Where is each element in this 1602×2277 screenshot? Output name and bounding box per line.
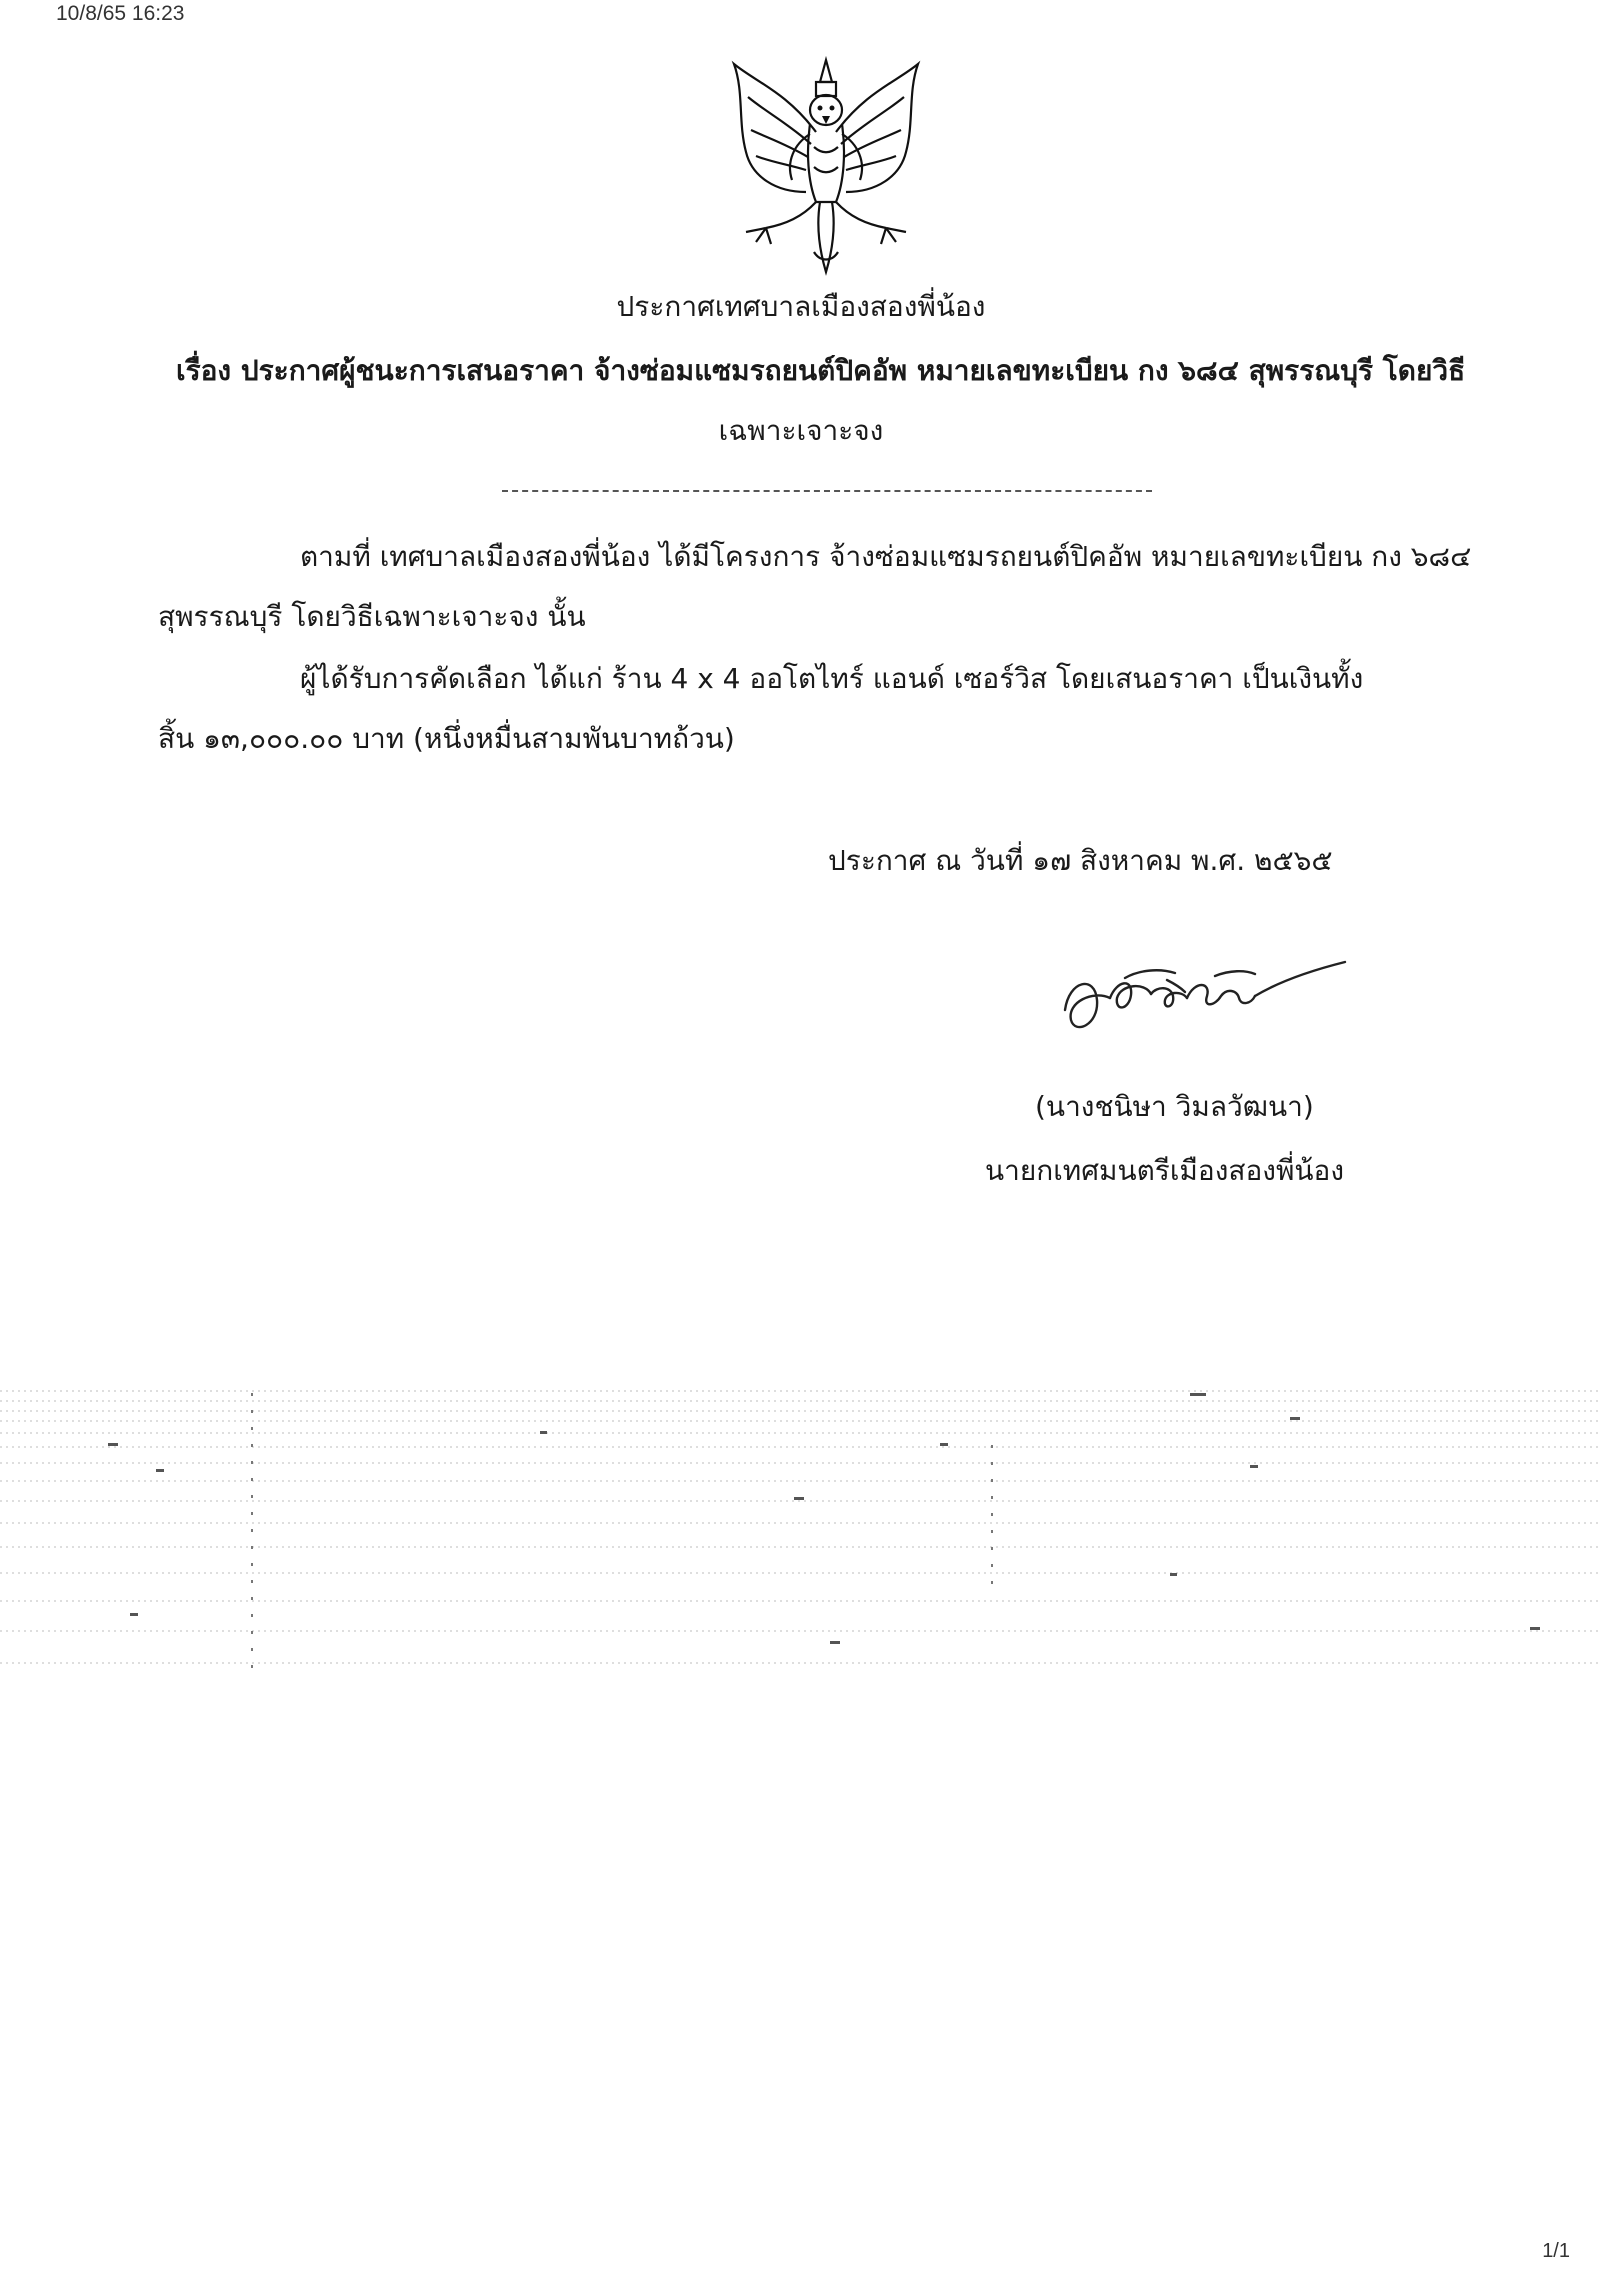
announcement-subject-line-1: เรื่อง ประกาศผู้ชนะการเสนอราคา จ้างซ่อมแซมรถยนต์ปิคอัพ หมายเลขทะเบียน กง ๖๘๔ สุพรรณบุรี โดยวิธี — [176, 354, 1466, 387]
body-paragraph-2-line-1: ผู้ได้รับการคัดเลือก ได้แก่ ร้าน 4 x 4 ออโตไทร์ แอนด์ เซอร์วิส โดยเสนอราคา เป็นเงินทั้ง — [300, 662, 1364, 695]
garuda-emblem-icon — [716, 52, 936, 282]
handwritten-signature-icon — [1055, 940, 1355, 1050]
scan-noise-band — [0, 1385, 1602, 1685]
body-paragraph-2-line-2: สิ้น ๑๓,๐๐๐.๐๐ บาท (หนึ่งหมื่นสามพันบาทถ้วน) — [158, 722, 735, 755]
body-paragraph-1-line-1: ตามที่ เทศบาลเมืองสองพี่น้อง ได้มีโครงการ จ้างซ่อมแซมรถยนต์ปิคอัพ หมายเลขทะเบียน กง ๖๘๔ — [300, 540, 1472, 573]
signatory-position: นายกเทศมนตรีเมืองสองพี่น้อง — [985, 1154, 1345, 1187]
page-number: 1/1 — [1542, 2240, 1570, 2262]
body-paragraph-1-line-2: สุพรรณบุรี โดยวิธีเฉพาะเจาะจง นั้น — [158, 600, 586, 633]
announcement-date: ประกาศ ณ วันที่ ๑๗ สิงหาคม พ.ศ. ๒๕๖๕ — [828, 844, 1333, 877]
announcement-subject-line-2: เฉพาะเจาะจง — [718, 414, 884, 447]
print-stamp: 10/8/65 16:23 — [56, 2, 185, 25]
signatory-name: (นางชนิษา วิมลวัฒนา) — [1035, 1090, 1314, 1123]
announcement-issuer: ประกาศเทศบาลเมืองสองพี่น้อง — [616, 290, 986, 323]
separator-line — [502, 490, 1152, 492]
